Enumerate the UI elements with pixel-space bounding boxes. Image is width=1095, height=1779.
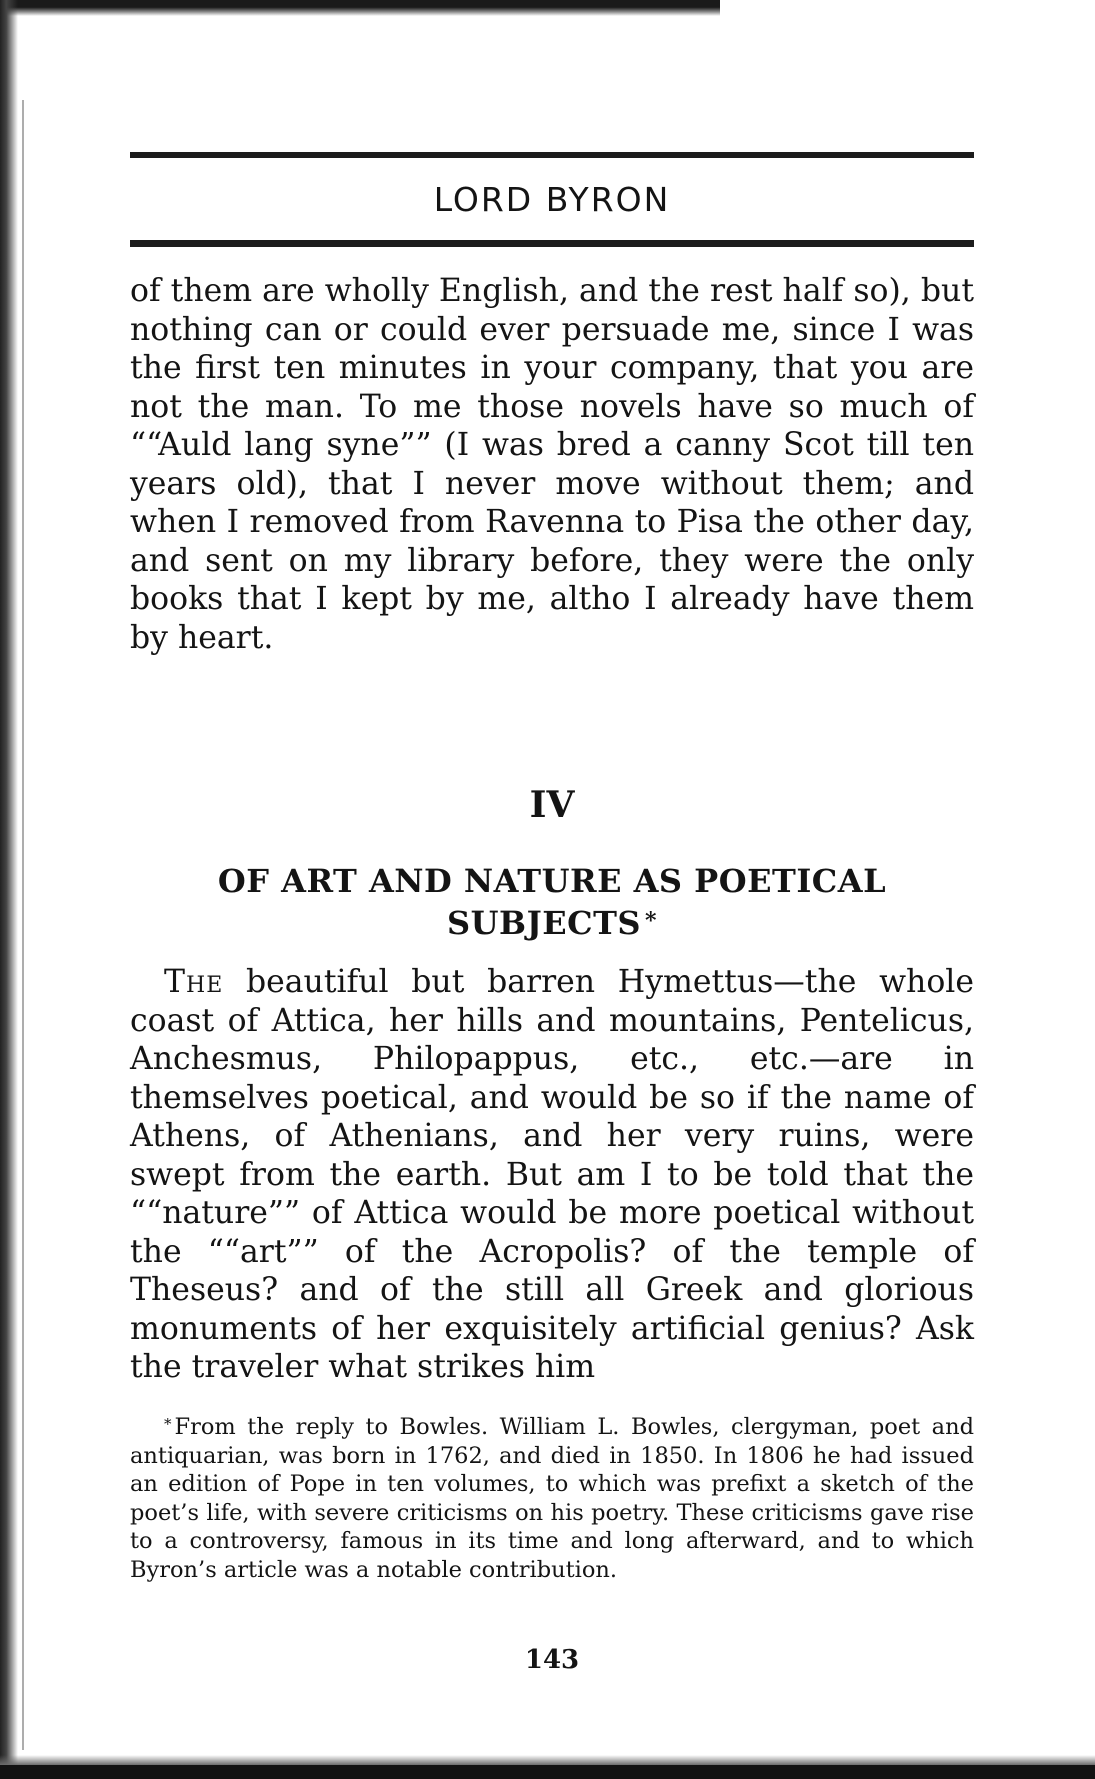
body-paragraph-continued [130, 272, 974, 657]
footnote-text: From the reply to Bowles. William L. Bowles, clergyman, poet and antiquarian, was born in 1762, and died in 1850. In 1806 he had issued an edition of Pope in ten volumes, to which was prefixt a sketch of the poet’s life, with severe criticisms on his poetry. These criticisms gave rise to a controversy, famous in its time and long afterward, and to which Byron’s article was a notable contribution. [130, 1414, 974, 1583]
paragraph-text: of them are wholly English, and the rest half so), but nothing can or could ever persuade me, since I was the first ten minutes in your company, that you are not the man. To me those novels have so much of ““Auld lang syne”” (I was bred a canny Scot till ten years old), that I never move without them; and when I removed from Ravenna to Pisa the other day, and sent on my library before, they were the only books that I kept by me, altho I already have them by heart. [130, 273, 974, 656]
scan-top-edge [0, 0, 720, 16]
section-number: IV [529, 784, 575, 826]
body-paragraph-section-iv [130, 963, 974, 1387]
section-heading [130, 861, 974, 943]
scan-bottom-shadow [0, 1755, 1095, 1765]
section-title-line-1: OF ART AND NATURE AS POETICAL [217, 862, 887, 900]
section-title-line-2: SUBJECTS [447, 904, 641, 942]
scan-left-line [22, 100, 24, 1750]
running-head: LORD BYRON [433, 180, 671, 219]
footnote [130, 1410, 974, 1584]
page-number: 143 [524, 1645, 580, 1675]
footnote-mark: * [164, 1415, 172, 1433]
scan-left-edge [0, 0, 18, 1779]
footnote-reference-mark: * [644, 908, 657, 934]
header-rule-top [130, 152, 974, 158]
header-rule-bottom [130, 240, 974, 247]
scan-bottom-edge [0, 1765, 1095, 1779]
section-title-line-2-wrap [130, 901, 974, 943]
paragraph-lead-word: The [164, 964, 224, 1000]
paragraph-text [130, 963, 974, 1387]
paragraph-body: beautiful but barren Hymettus—the whole coast of Attica, her hills and mountains, Pentelicus, Anchesmus, Philopappus, etc., etc.—are in themselves poetical, and would be so if the name of Athens, of Athenians, and her very ruins, were swept from the earth. But am I to be told that the ““nature”” of Attica would be more poetical without the ““art”” of the Acropolis? of the temple of Theseus? and of the still all Greek and glorious monuments of her exquisitely artificial genius? Ask the traveler what strikes him [130, 964, 974, 1385]
